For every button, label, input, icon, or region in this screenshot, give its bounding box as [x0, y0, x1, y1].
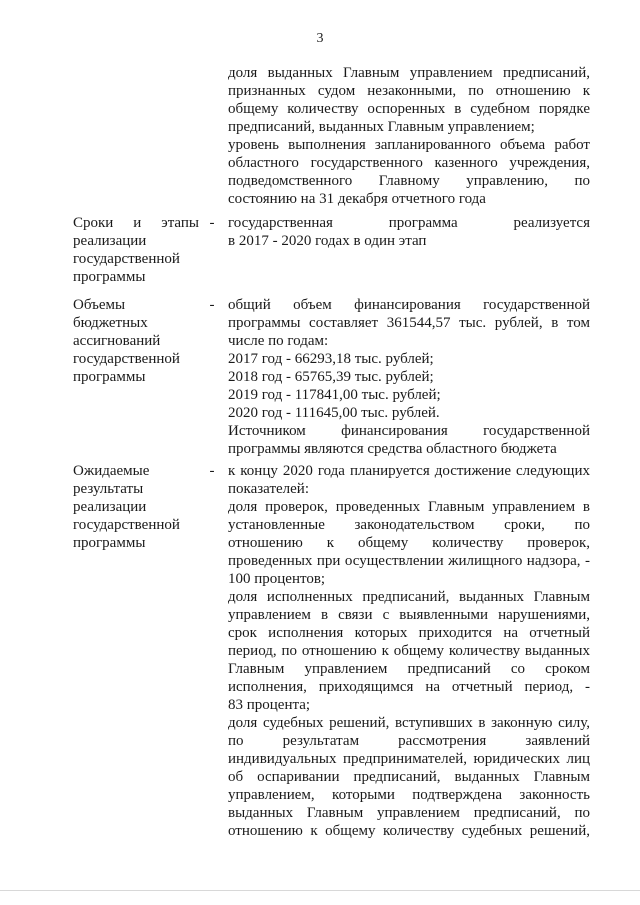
text-line: доля судебных решений, вступивших в законную силу, — [228, 715, 590, 731]
text-line: период, по отношению к общему количеству выданных — [228, 643, 590, 659]
text-line: показателей: — [228, 481, 309, 497]
text-line: признанных судом незаконными, по отношению к — [228, 83, 590, 99]
text-line: программы являются средства областного бюджета — [228, 441, 557, 457]
row-dash: - — [209, 463, 215, 479]
text-line: государственная программа реализуется — [228, 215, 590, 231]
page-number: 3 — [316, 31, 324, 46]
text-line: исполнения, приходящимся на отчетный период, - — [228, 679, 590, 695]
text-line: 2017 год - 66293,18 тыс. рублей; — [228, 351, 434, 367]
text-line: 100 процентов; — [228, 571, 326, 587]
text-line: по результатам рассмотрения заявлений — [228, 733, 590, 749]
text-line: выданных Главным управлением предписаний, по — [228, 805, 590, 821]
text-line: отношению к общему количеству судебных решений, — [228, 823, 590, 839]
text-line: в 2017 - 2020 годах в один этап — [228, 233, 427, 249]
row-dash: - — [209, 297, 215, 313]
label-line: ассигнований — [73, 333, 161, 349]
text-line: Главным управлением предписаний со сроком — [228, 661, 590, 677]
label-line: бюджетных — [73, 315, 148, 331]
row-label — [73, 214, 199, 286]
text-line: доля выданных Главным управлением предписаний, — [228, 65, 590, 81]
text-line: состоянию на 31 декабря отчетного года — [228, 191, 486, 207]
text-line: Источником финансирования государственной — [228, 423, 590, 439]
label-line: программы — [73, 369, 146, 385]
text-line: подведомственного Главному управлению, по — [228, 173, 590, 189]
row-content — [228, 296, 590, 458]
label-line: государственной — [73, 517, 180, 533]
label-line: программы — [73, 535, 146, 551]
label-line: Объемы — [73, 297, 126, 313]
text-line: уровень выполнения запланированного объема работ — [228, 137, 590, 153]
text-line: 2019 год - 117841,00 тыс. рублей; — [228, 387, 441, 403]
row-label — [73, 462, 199, 552]
label-line: государственной — [73, 251, 180, 267]
text-line: общий объем финансирования государственной — [228, 297, 590, 313]
row-content — [228, 462, 590, 840]
text-line: программы составляет 361544,57 тыс. рублей, в том — [228, 315, 590, 331]
text-line: об оспаривании предписаний, выданных Главным — [228, 769, 590, 785]
text-line: установленные законодательством сроки, по — [228, 517, 590, 533]
row-content — [228, 214, 590, 250]
text-line: 2018 год - 65765,39 тыс. рублей; — [228, 369, 434, 385]
label-line: Сроки и этапы — [73, 215, 199, 231]
scan-edge-line — [0, 890, 640, 891]
text-line: доля проверок, проведенных Главным управлением в — [228, 499, 590, 515]
text-line: к концу 2020 года планируется достижение следующих — [228, 463, 590, 479]
row-dash: - — [209, 215, 215, 231]
label-line: реализации — [73, 233, 147, 249]
text-line: 2020 год - 111645,00 тыс. рублей. — [228, 405, 440, 421]
label-line: результаты — [73, 481, 144, 497]
text-line: проведенных при осуществлении жилищного надзора, - — [228, 553, 590, 569]
text-line: общему количеству оспоренных в судебном порядке — [228, 101, 590, 117]
row-label — [73, 296, 199, 386]
text-line: предписаний, выданных Главным управлением; — [228, 119, 535, 135]
text-line: доля исполненных предписаний, выданных Главным — [228, 589, 590, 605]
text-line: отношению к общему количеству проверок, — [228, 535, 590, 551]
text-line: областного государственного казенного учреждения, — [228, 155, 590, 171]
text-line: 83 процента; — [228, 697, 311, 713]
text-line: управлением, которыми подтверждена законность — [228, 787, 590, 803]
continuation-text-block — [228, 64, 590, 208]
text-line: числе по годам: — [228, 333, 329, 349]
label-line: государственной — [73, 351, 180, 367]
text-line: индивидуальных предпринимателей, юридических лиц — [228, 751, 590, 767]
text-line: срок исполнения которых приходится на отчетный — [228, 625, 590, 641]
text-line: управлением в связи с выявленными нарушениями, — [228, 607, 590, 623]
label-line: Ожидаемые — [73, 463, 150, 479]
label-line: программы — [73, 269, 146, 285]
label-line: реализации — [73, 499, 147, 515]
